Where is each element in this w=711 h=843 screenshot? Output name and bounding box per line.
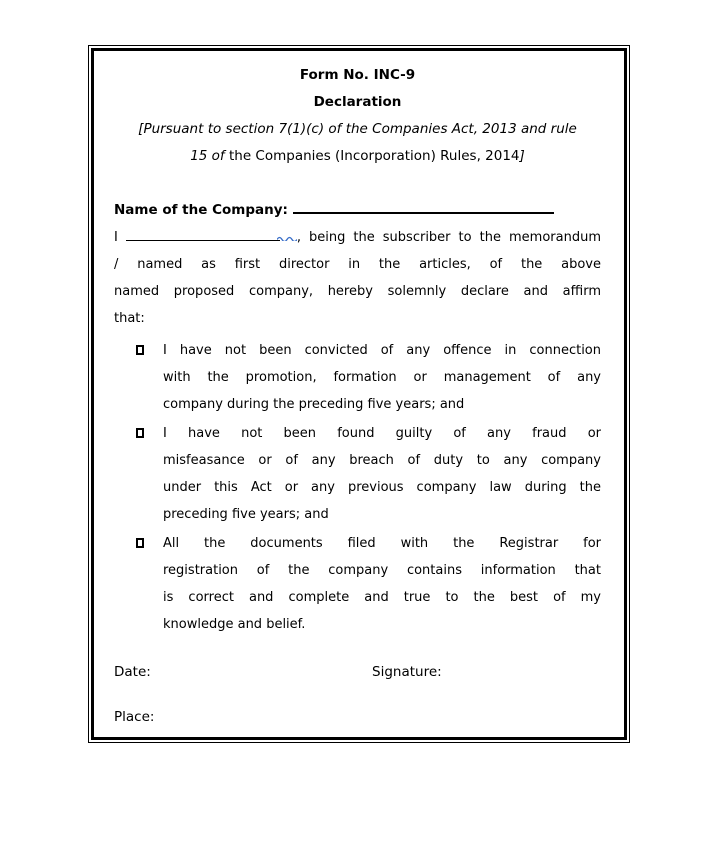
- intro-line-1-prefix: I: [114, 230, 118, 245]
- document-border-frame: [88, 45, 630, 743]
- company-name-blank-field[interactable]: [293, 202, 554, 214]
- intro-line-1-rest: being the subscriber to the memorandum: [309, 230, 601, 245]
- declaration-3-line-2: registration of the company contains information that: [163, 563, 601, 578]
- date-label: Date:: [114, 664, 151, 680]
- bullet-square-icon: [136, 345, 144, 355]
- declaration-2-line-1: I have not been found guilty of any fraud or: [163, 426, 601, 441]
- form-number-heading: Form No. INC-9: [299, 67, 416, 83]
- date-signature-row: [114, 659, 601, 686]
- signature-label: Signature:: [372, 664, 442, 680]
- declaration-1-line-3: company during the preceding five years; and: [163, 397, 465, 412]
- pursuant-line-2-regular: the Companies (Incorporation) Rules, 2014: [224, 148, 520, 164]
- declaration-1-line-2: with the promotion, formation or management of any: [163, 370, 601, 385]
- document-border-frame-inner: [91, 48, 627, 740]
- place-label: Place:: [114, 709, 155, 725]
- declaration-3-line-4: knowledge and belief.: [163, 617, 306, 632]
- declaration-list: [114, 337, 601, 638]
- company-name-line: [114, 197, 601, 224]
- declaration-3-line-1: All the documents filed with the Registrar for: [163, 536, 601, 551]
- intro-line-4: that:: [114, 311, 145, 326]
- place-row: [114, 704, 601, 731]
- declaration-1-line-1: I have not been convicted of any offence in connection: [163, 343, 601, 358]
- declaration-2-line-2: misfeasance or of any breach of duty to any company: [163, 453, 601, 468]
- spellcheck-squiggle-icon: [277, 235, 297, 241]
- pursuant-line-2-italic: 15 of: [190, 148, 225, 164]
- bullet-square-icon: [136, 428, 144, 438]
- intro-paragraph: [114, 224, 601, 332]
- intro-line-1-comma: ,: [296, 230, 302, 245]
- bullet-square-icon: [136, 538, 144, 548]
- pursuant-line-2-bracket: ]: [519, 148, 525, 164]
- declaration-2-line-3: under this Act or any previous company law during the: [163, 480, 601, 495]
- declaration-2-line-4: preceding five years; and: [163, 507, 329, 522]
- declaration-item-1: [114, 337, 601, 418]
- declaration-item-2: [114, 420, 601, 528]
- subscriber-name-blank-field[interactable]: [126, 229, 280, 241]
- intro-line-3: named proposed company, hereby solemnly declare and affirm: [114, 284, 601, 299]
- declaration-heading: Declaration: [313, 94, 402, 110]
- intro-line-2: / named as first director in the articles, of the above: [114, 257, 601, 272]
- pursuant-line-1: [Pursuant to section 7(1)(c) of the Companies Act, 2013 and rule: [138, 121, 577, 137]
- intro-line-1: [114, 224, 601, 251]
- declaration-item-3: [114, 530, 601, 638]
- pursuant-line-2: [114, 143, 601, 170]
- document-content: [94, 51, 624, 731]
- declaration-3-line-3: is correct and complete and true to the best of my: [163, 590, 601, 605]
- company-name-label: Name of the Company:: [114, 202, 288, 218]
